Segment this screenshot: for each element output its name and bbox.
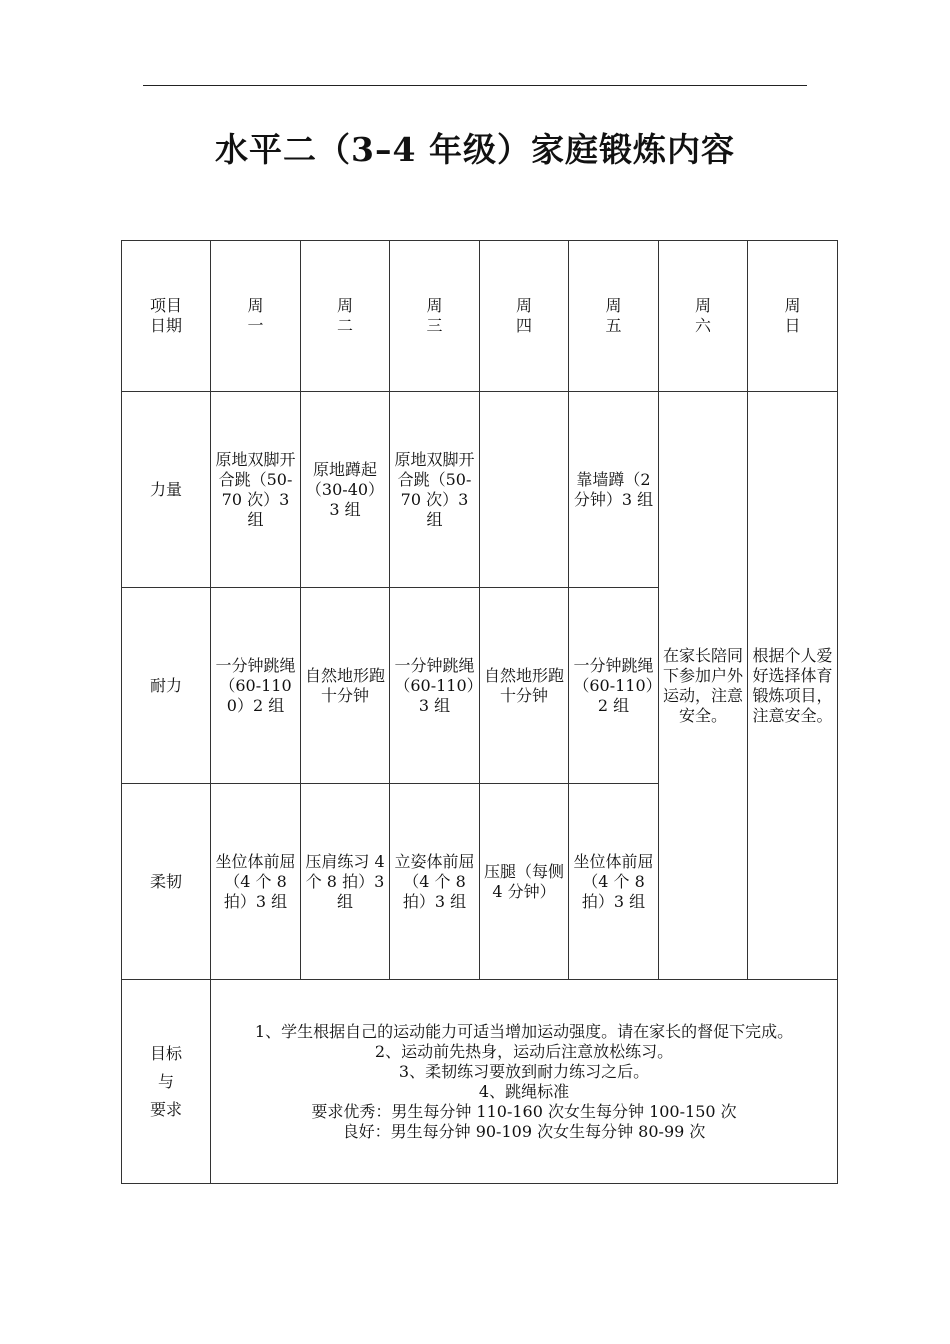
table-cell: 原地蹲起（30-40）3 组 [301,392,390,588]
goals-label-line: 与 [157,1071,174,1091]
day-header-thu [480,241,569,392]
table-cell: 坐位体前屈（4 个 8 拍）3 组 [211,784,301,980]
table-cell: 自然地形跑十分钟 [301,588,390,784]
table-cell: 立姿体前屈（4 个 8 拍）3 组 [390,784,480,980]
row-label: 柔韧 [122,784,211,980]
sunday-cell: 根据个人爱好选择体育锻炼项目，注意安全。 [748,392,838,980]
day-header-fri [569,241,659,392]
row-label: 力量 [122,392,211,588]
day-header-sun [748,241,838,392]
table-cell: 一分钟跳绳（60-110）3 组 [390,588,480,784]
corner-label-date: 日期 [149,316,182,335]
goal-line: 4、跳绳标准 [478,1081,570,1101]
schedule-table [121,240,838,1184]
header-row [122,241,838,392]
goal-line: 2、运动前先热身，运动后注意放松练习。 [374,1041,674,1061]
goal-line: 良好：男生每分钟 90-109 次女生每分钟 80-99 次 [342,1121,706,1141]
goals-label-line: 目标 [149,1043,182,1063]
day-header-prefix: 周 [426,296,443,315]
table-cell [480,392,569,588]
day-header-prefix: 周 [515,296,532,315]
day-header-day: 一 [247,316,264,335]
goals-text [211,980,838,1184]
corner-cell [122,241,211,392]
day-header-day: 六 [694,316,711,335]
day-header-day: 日 [784,316,801,335]
table-row-strength [122,392,838,588]
day-header-day: 四 [515,316,532,335]
day-header-day: 三 [426,316,443,335]
table-row-goals [122,980,838,1184]
goals-label [122,980,211,1184]
goal-line: 要求优秀：男生每分钟 110-160 次女生每分钟 100-150 次 [311,1101,737,1121]
table-cell: 一分钟跳绳（60-110）2 组 [569,588,659,784]
row-label: 耐力 [122,588,211,784]
top-rule [143,85,807,86]
day-header-prefix: 周 [784,296,801,315]
day-header-sat [659,241,748,392]
day-header-tue [301,241,390,392]
day-header-day: 二 [336,316,353,335]
day-header-prefix: 周 [247,296,264,315]
saturday-cell: 在家长陪同下参加户外运动，注意安全。 [659,392,748,980]
table-cell: 自然地形跑十分钟 [480,588,569,784]
table-cell: 坐位体前屈（4 个 8 拍）3 组 [569,784,659,980]
table-cell: 压腿（每侧 4 分钟） [480,784,569,980]
table-cell: 压肩练习 4 个 8 拍）3 组 [301,784,390,980]
day-header-mon [211,241,301,392]
day-header-wed [390,241,480,392]
day-header-prefix: 周 [336,296,353,315]
goal-line: 1、学生根据自己的运动能力可适当增加运动强度。请在家长的督促下完成。 [254,1021,794,1041]
table-cell: 靠墙蹲（2 分钟）3 组 [569,392,659,588]
table-cell: 原地双脚开合跳（50-70 次）3 组 [211,392,301,588]
day-header-prefix: 周 [694,296,711,315]
corner-label-item: 项目 [149,296,182,315]
table-cell: 原地双脚开合跳（50-70 次）3 组 [390,392,480,588]
goal-line: 3、柔韧练习要放到耐力练习之后。 [398,1061,650,1081]
day-header-day: 五 [605,316,622,335]
day-header-prefix: 周 [605,296,622,315]
table-cell: 一分钟跳绳（60-1100）2 组 [211,588,301,784]
goals-label-line: 要求 [149,1099,182,1119]
page-title: 水平二（3–4 年级）家庭锻炼内容 [215,130,735,169]
